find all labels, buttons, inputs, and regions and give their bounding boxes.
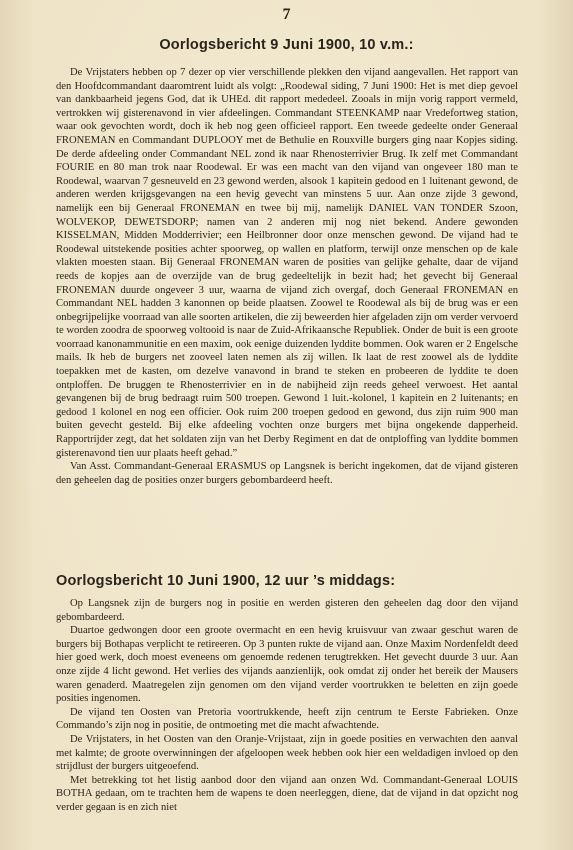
bulletin-2-paragraph: Op Langsnek zijn de burgers nog in positie en werden gisteren den geheelen dag door den vijand gebombardeerd. (56, 598, 518, 623)
bulletin-1-heading: Oorlogsbericht 9 Juni 1900, 10 v.m.: (159, 37, 414, 53)
page-number: 7 (282, 6, 291, 23)
bulletin-2-paragraph: Duartoe gedwongen door een groote overmacht en een hevig kruisvuur van zwaar geschut waren de burgers bij Bothapas verplicht te retireeren. Op 3 punten rukte de vijand aan. Onze Maxim Nordenfeldt deed hier goed werk, doch moest eveneens om genoemde redenen terugtrekken. Het gevecht duurde 3 uur. Aan onze zijde 4 licht gewond. Het verlies des vijands aanzienlijk, ook omdat zij onder het bereik der Mausers waren genaderd. Maatregelen zijn genomen om den vijand verder voortrukken te beletten en zijn goede posities ingenomen. (56, 625, 518, 705)
bulletin-1-paragraph: De Vrijstaters hebben op 7 dezer op vier verschillende plekken den vijand aangevallen. Het rapport van den Hoofdcommandant daaromtrent luidt als volgt: „Roodewal siding, 7 Juni 1900: Het is met diep gevoel van dankbaarheid jegens God, dat ik UHEd. dit rapport mededeel. Zooals in mijn vorig rapport vermeld, vertrokken wij gisterenavond in vier afdeelingen. Commandant STEENKAMP naar Vredefortweg station, waar ook gevochten wordt, doch ik heb nog geen officieel rapport. Een tweede gedeelte onder Generaal FRONEMAN en Commandant DUPLOOY met de Bethulie en Rouxville burgers ging naar Kopjes siding. De derde afdeeling onder Commandant NEL zond ik naar Rhenosterrivier Brug. Ik zelf met Commandant FOURIE en 80 man trok naar Roodewal. Er was een macht van den vijand van ongeveer 180 man te Roodewal, waarvan 7 gesneuveld en 23 gewond werden, alsook 1 kapitein gedood en 1 luitenant gewond, de anderen werden krijgsgevangen na een hevig gevecht van minstens 5 uur. Aan onze zijde 3 gewond, namelijk een bij Generaal FRONEMAN en twee bij mij, namelijk DANIEL VAN TONDER Szoon, WOLVEKOP, DEWETSDORP; namen van 2 anderen mij nog niet bekend. Andere gewonden KISSELMAN, Midden Modderrivier; een Heilbronner door onze menschen gewond. De vijand had te Roodewal uitstekende posities achter spoorweg, op wallen en platform, terwijl onze menschen op de kale vlakten moesten staan. Bij Generaal FRONEMAN waren de posities van gelijke gehalte, daar de vijand reeds de kopjes aan de overzijde van de brug gedeeltelijk in bezit had; het gevecht bij Generaal FRONEMAN duurde ongeveer 3 uur, waarna de vijand zich overgaf, doch Generaal FRONEMAN en Commandant NEL hadden 3 kanonnen op beide plaatsen. Zoowel te Roodewal als bij de brug was er een onbegrijpelijke voorraad van alle soorten artikelen, die zij beweerden hier afgeladen zijn om verder vervoerd te worden zoodra de spoorweg voltooid is naar de Zuid-Afrikaansche Republiek. Onder de buit is een groote voorraad kanonammunitie en een maxim, ook eenige duizenden lyddite bommen. Ook waren er 2 Engelsche mails. Ik heb de burgers net zooveel laten nemen als zij willen. Ik laat de rest zoowel als de lyddite toepakken met de kasten, om dezelve vanavond in brand te steken en probeeren de lyddite te doen ontploffen. De bruggen te Rhenosterrivier en in de nabijheid zijn reeds geheel verwoest. Het aantal gevangenen bij de brug bedraagt ruim 500 troepen. Gewond 1 luit.-kolonel, 1 kapitein en 2 luitenants; en gedood 1 kolonel en nog een officier. Ook ruim 200 troepen gedood en gewond, dus zijn ruim 900 man buiten gevecht gesteld. Bij elke afdeeling vochten onze burgers met bijna ongekende dapperheid. Rapportrijder zegt, dat het soldaten zijn van het Derby Regiment en dat de ontploffing van lyddite bommen gisterenavond tien uur plaats heeft gehad.” (56, 67, 518, 459)
bulletin-1-paragraph: Van Asst. Commandant-Generaal ERASMUS op Langsnek is bericht ingekomen, dat de vijand gisteren den geheelen dag de posities onzer burgers gebombardeerd heeft. (56, 461, 518, 486)
bulletin-2-body (56, 597, 518, 815)
bulletin-2-paragraph: De Vrijstaters, in het Oosten van den Oranje-Vrijstaat, zijn in goede posities en verwachten den aanval met kalmte; de groote overwinningen der afgeloopen week hebben ook hier een weldadigen invloed op den strijdlust der burgers uitgeoefend. (56, 733, 518, 773)
bulletin-1-body (56, 66, 518, 487)
bulletin-2-heading: Oorlogsbericht 10 Juni 1900, 12 uur ’s middags: (56, 573, 396, 589)
bulletin-2-paragraph: De vijand ten Oosten van Pretoria voortrukkende, heeft zijn centrum te Eerste Fabrieken. Onze Commando’s zijn nog in positie, de ontmoeting met die macht afwachtende. (56, 706, 518, 732)
bulletin-2-paragraph: Met betrekking tot het listig aanbod door den vijand aan onzen Wd. Commandant-Generaal LOUIS BOTHA gedaan, om te trachten hem de wapens te doen neerleggen, diene, dat de vijand in dat opzicht nog verder gegaan is en zich niet (56, 774, 518, 813)
